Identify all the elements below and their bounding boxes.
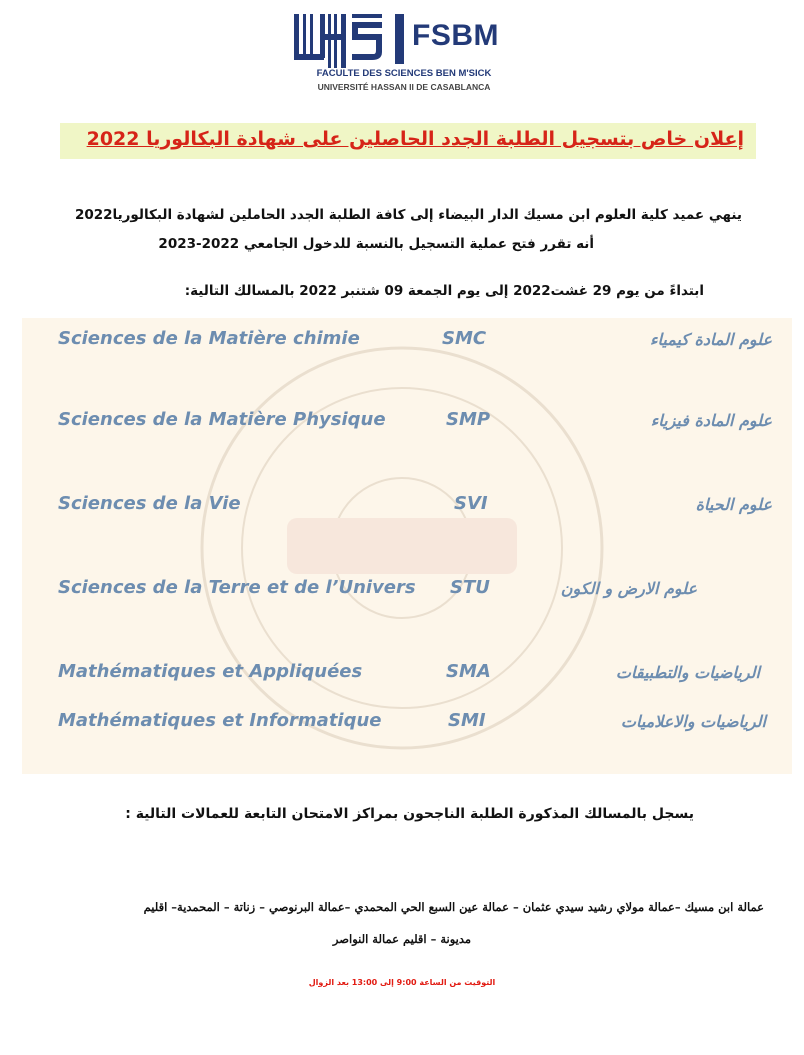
prefectures-line-1: عمالة ابن مسيك –عمالة مولاي رشيد سيدي عثمان – عمالة عين السبع الحي المحمدي –عمالة البرنوصي – زناتة – المحمدية– اقليم bbox=[143, 900, 764, 914]
program-name-ar: الرياضيات والاعلاميات bbox=[620, 712, 766, 731]
intro-line-1: ينهي عميد كلية العلوم ابن مسيك الدار البيضاء إلى كافة الطلبة الجدد الحاملين لشهادة البكالوريا2022 bbox=[74, 207, 742, 223]
schedule-time: التوقيت من الساعة 9:00 إلى 13:00 بعد الزوال bbox=[308, 978, 496, 987]
program-row bbox=[22, 409, 792, 439]
program-name-fr: Mathématiques et Appliquées bbox=[58, 661, 363, 682]
logo-acronym: FSBM bbox=[412, 19, 499, 52]
program-row bbox=[22, 493, 792, 523]
program-row bbox=[22, 328, 792, 358]
intro-line-2: أنه تقرر فتح عملية التسجيل بالنسبة للدخول الجامعي 2022-2023 bbox=[158, 236, 594, 252]
program-name-ar: علوم المادة كيمياء bbox=[649, 330, 772, 349]
program-row bbox=[22, 661, 792, 691]
program-row bbox=[22, 577, 792, 607]
program-name-fr: Sciences de la Vie bbox=[58, 493, 241, 514]
intro-line-3: ابتداءً من يوم 29 غشت2022 إلى يوم الجمعة 09 شتنبر 2022 بالمسالك التالية: bbox=[184, 283, 704, 299]
programs-box bbox=[22, 318, 792, 774]
prefectures-line-2: مديونة – اقليم عمالة النواصر bbox=[332, 932, 472, 946]
title-band bbox=[60, 123, 756, 159]
university-emblem-icon bbox=[294, 12, 386, 70]
program-name-ar: علوم الارض و الكون bbox=[560, 579, 697, 598]
program-code: SMI bbox=[448, 710, 486, 731]
announcement-title: إعلان خاص بتسجيل الطلبة الجدد الحاصلين على شهادة البكالوريا 2022 bbox=[86, 128, 744, 150]
program-code: SMP bbox=[446, 409, 491, 430]
watermark-seal-icon bbox=[192, 338, 612, 758]
program-name-fr: Mathématiques et Informatique bbox=[58, 710, 382, 731]
fsbm-logo bbox=[294, 10, 514, 96]
logo-divider bbox=[395, 14, 404, 64]
program-row bbox=[22, 710, 792, 740]
program-name-fr: Sciences de la Matière Physique bbox=[58, 409, 386, 430]
program-code: SMC bbox=[442, 328, 487, 349]
university-name: UNIVERSITÉ HASSAN II DE CASABLANCA bbox=[317, 82, 491, 92]
registration-note: يسجل بالمسالك المذكورة الطلبة الناجحون بمراكز الامتحان التابعة للعمالات التالية : bbox=[125, 806, 694, 822]
program-code: STU bbox=[450, 577, 490, 598]
program-name-fr: Sciences de la Terre et de l’Univers bbox=[58, 577, 416, 598]
program-name-ar: علوم المادة فيزياء bbox=[650, 411, 772, 430]
program-name-fr: Sciences de la Matière chimie bbox=[58, 328, 360, 349]
program-name-ar: الرياضيات والتطبيقات bbox=[615, 663, 760, 682]
program-name-ar: علوم الحياة bbox=[695, 495, 772, 514]
faculty-name: FACULTE DES SCIENCES BEN M'SICK bbox=[316, 68, 492, 79]
program-code: SVI bbox=[454, 493, 488, 514]
program-code: SMA bbox=[446, 661, 491, 682]
